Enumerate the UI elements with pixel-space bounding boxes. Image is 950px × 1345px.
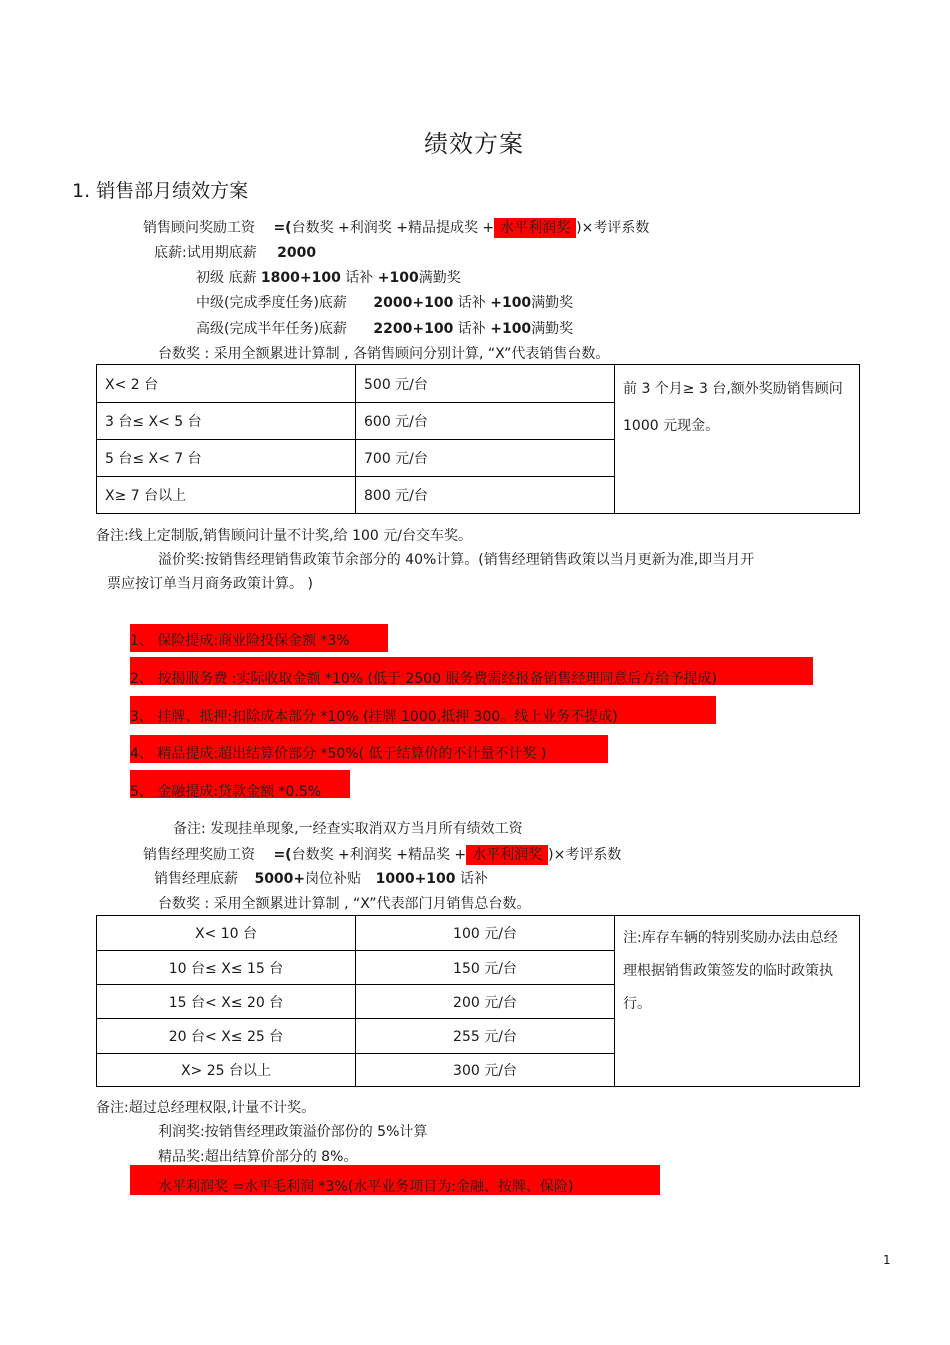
manager-salary-label: 销售经理底薪 (154, 871, 238, 887)
manager-salary-base: 5000+ (254, 871, 306, 887)
formula-suffix: )×考评系数 (576, 220, 650, 236)
formula-suffix: )×考评系数 (548, 847, 622, 863)
table-cell: 5 台≤ X< 7 台 (97, 440, 356, 477)
table-cell: X> 25 台以上 (97, 1054, 356, 1087)
table-cell: 3 台≤ X< 5 台 (97, 403, 356, 440)
base-salary-line (154, 242, 316, 262)
salary-level-junior (196, 267, 461, 287)
sales-manager-formula (143, 844, 621, 864)
remark-online: 备注:线上定制版,销售顾问计量不计奖,给 100 元/台交车奖。 (96, 528, 472, 544)
unit-bonus-description: 台数奖 : 采用全额累进计算制 , 各销售顾问分别计算, “X”代表销售台数。 (158, 346, 610, 362)
salary-level-senior (196, 318, 573, 338)
level-bonus: +100 (377, 270, 419, 286)
accessory-bonus: 精品奖:超出结算价部分的 8%。 (158, 1149, 358, 1165)
sales-consultant-formula (143, 217, 649, 237)
table-note: 前 3 个月≥ 3 台,额外奖励销售顾问 1000 元现金。 (615, 365, 860, 514)
level-mid: 话补 (345, 270, 374, 286)
level-bonus: +100 (490, 321, 532, 337)
manager-salary-line (154, 868, 488, 888)
table-cell: 700 元/台 (356, 440, 615, 477)
table-cell: X< 10 台 (97, 916, 356, 951)
formula-highlight: 水平利润奖 (466, 845, 548, 865)
commission-item-2: 2、 按揭服务费 :实际收取金额 *10% (低于 2500 服务费需经报备销售经理同意后方给予提成) (130, 671, 717, 687)
level-base: 2000+100 (373, 295, 454, 311)
level-end: 满勤奖 (531, 321, 574, 337)
commission-item-3: 3、 挂牌、抵押:扣除成本部分 *10% (挂牌 1000,抵押 300。线上业务不提成) (130, 709, 618, 725)
level-end: 满勤奖 (418, 270, 461, 286)
level-mid: 话补 (457, 295, 486, 311)
level-base: 1800+100 (260, 270, 341, 286)
table-row (97, 365, 860, 403)
level-label: 高级(完成半年任务)底薪 (196, 321, 347, 337)
table-cell: 200 元/台 (356, 985, 615, 1019)
level-bonus: +100 (490, 295, 532, 311)
formula-prefix: 销售顾问奖励工资 (143, 220, 255, 236)
table-cell: 500 元/台 (356, 365, 615, 403)
formula-parts: 台数奖 +利润奖 +精品奖 + (291, 847, 467, 863)
table-cell: 300 元/台 (356, 1054, 615, 1087)
table-cell: 15 台< X≤ 20 台 (97, 985, 356, 1019)
profit-bonus: 利润奖:按销售经理政策溢价部份的 5%计算 (158, 1124, 428, 1140)
remark-authority: 备注:超过总经理权限,计量不计奖。 (96, 1100, 316, 1116)
commission-item-1: 1、 保险提成:商业险投保金额 *3% (130, 633, 350, 649)
salary-level-middle (196, 292, 573, 312)
table-cell: X≥ 7 台以上 (97, 477, 356, 514)
table-cell: 100 元/台 (356, 916, 615, 951)
manager-bonus-table (96, 915, 860, 1087)
formula-eq: =( (273, 847, 292, 863)
level-label: 初级 底薪 (196, 270, 257, 286)
page-number: 1 (883, 1253, 891, 1267)
trial-salary: 2000 (277, 245, 317, 261)
formula-highlight: 水平利润奖 (494, 218, 576, 238)
horizontal-profit-bonus: 水平利润奖 =水平毛利润 *3%(水平业务项目为:金融、按牌、保险) (158, 1179, 574, 1195)
remark-hanging-order: 备注: 发现挂单现象,一经查实取消双方当月所有绩效工资 (173, 821, 523, 837)
table-cell: 20 台< X≤ 25 台 (97, 1019, 356, 1054)
table-cell: 600 元/台 (356, 403, 615, 440)
formula-eq: =( (273, 220, 292, 236)
table-cell: 800 元/台 (356, 477, 615, 514)
base-salary-label: 底薪:试用期底薪 (154, 245, 257, 261)
unit-bonus-description-2: 台数奖 : 采用全额累进计算制 , “X”代表部门月销售总台数。 (158, 896, 531, 912)
table-cell: 150 元/台 (356, 951, 615, 985)
manager-salary-mid: 岗位补贴 (305, 871, 362, 887)
premium-bonus-line1: 溢价奖:按销售经理销售政策节余部分的 40%计算。(销售经理销售政策以当月更新为准,即当月开 (158, 552, 755, 568)
level-end: 满勤奖 (531, 295, 574, 311)
table-note: 注:库存车辆的特别奖励办法由总经理根据销售政策签发的临时政策执行。 (615, 916, 860, 1087)
page-title: 绩效方案 (424, 130, 524, 158)
table-cell: 255 元/台 (356, 1019, 615, 1054)
formula-prefix: 销售经理奖励工资 (143, 847, 255, 863)
manager-salary-sub: 1000+100 (375, 871, 456, 887)
level-base: 2200+100 (373, 321, 454, 337)
level-label: 中级(完成季度任务)底薪 (196, 295, 347, 311)
section-heading: 1. 销售部月绩效方案 (72, 180, 249, 202)
level-mid: 话补 (457, 321, 486, 337)
table-cell: 10 台≤ X≤ 15 台 (97, 951, 356, 985)
commission-item-5: 5、 金融提成:贷款金额 *0.5% (130, 784, 322, 800)
table-row (97, 916, 860, 951)
premium-bonus-line2: 票应按订单当月商务政策计算。 ) (107, 576, 313, 592)
table-cell: X< 2 台 (97, 365, 356, 403)
manager-salary-end: 话补 (459, 871, 488, 887)
commission-item-4: 4、 精品提成:超出结算价部分 *50%( 低于结算价的不计量不计奖 ) (130, 746, 547, 762)
consultant-bonus-table (96, 364, 860, 514)
formula-parts: 台数奖 +利润奖 +精品提成奖 + (291, 220, 495, 236)
